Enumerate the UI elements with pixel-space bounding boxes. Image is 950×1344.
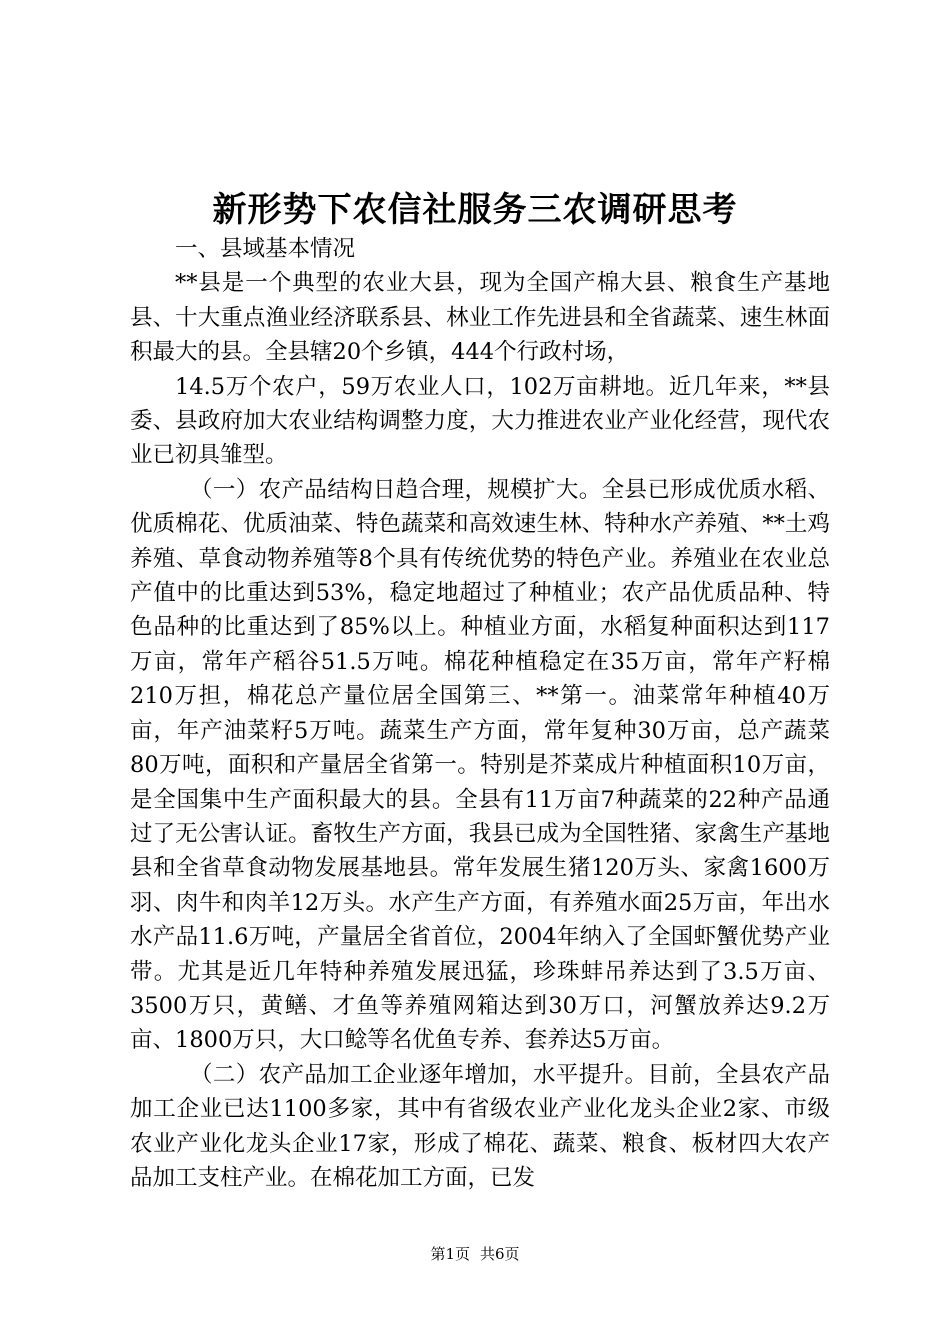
page-footer [0, 1242, 950, 1266]
document-title: 新形势下农信社服务三农调研思考 [212, 190, 738, 230]
section-heading: 一、县域基本情况 [175, 236, 356, 262]
paragraph-product-structure: （一）农产品结构日趋合理，规模扩大。全县已形成优质水稻、优质棉花、优质油菜、特色蔬菜和高效速生林、特种水产养殖、**土鸡养殖、草食动物养殖等8个具有传统优势的特色产业。养殖业在农业总产值中的比重达到53%，稳定地超过了种植业；农产品优质品种、特色品种的比重达到了85%以上。种植业方面，水稻复种面积达到117万亩，常年产稻谷51.5万吨。棉花种植稳定在35万亩，常年产籽棉210万担，棉花总产量位居全国第三、**第一。油菜常年种植40万亩，年产油菜籽5万吨。蔬菜生产方面，常年复种30万亩，总产蔬菜80万吨，面积和产量居全省第一。特别是芥菜成片种植面积10万亩，是全国集中生产面积最大的县。全县有11万亩7种蔬菜的22种产品通过了无公害认证。畜牧生产方面，我县已成为全国牲猪、家禽生产基地县和全省草食动物发展基地县。常年发展生猪120万头、家禽1600万羽、肉牛和肉羊12万头。水产生产方面，有养殖水面25万亩，年出水水产品11.6万吨，产量居全省首位，2004年纳入了全国虾蟹优势产业带。尤其是近几年特种养殖发展迅猛，珍珠蚌吊养达到了3.5万亩、3500万只，黄鳝、才鱼等养殖网箱达到30万口，河蟹放养达9.2万亩、1800万只，大口鲶等名优鱼专养、套养达5万亩。 [130, 476, 830, 1054]
paragraph-processing-enterprises: （二）农产品加工企业逐年增加，水平提升。目前，全县农产品加工企业已达1100多家，其中有省级农业产业化龙头企业2家、市级农业产业化龙头企业17家，形成了棉花、蔬菜、粮食、板材四大农产品加工支柱产业。在棉花加工方面，已发 [130, 1061, 830, 1191]
paragraph-county-overview: **县是一个典型的农业大县，现为全国产棉大县、粮食生产基地县、十大重点渔业经济联系县、林业工作先进县和全省蔬菜、速生林面积最大的县。全县辖20个乡镇，444个行政村场， [130, 270, 830, 366]
page-number: 第1页 [430, 1245, 470, 1263]
document-body [130, 232, 830, 1195]
paragraph-county-statistics: 14.5万个农户，59万农业人口，102万亩耕地。近几年来，**县委、县政府加大农业结构调整力度，大力推进农业产业化经营，现代农业已初具雏型。 [130, 373, 830, 469]
page-total: 共6页 [480, 1245, 520, 1263]
